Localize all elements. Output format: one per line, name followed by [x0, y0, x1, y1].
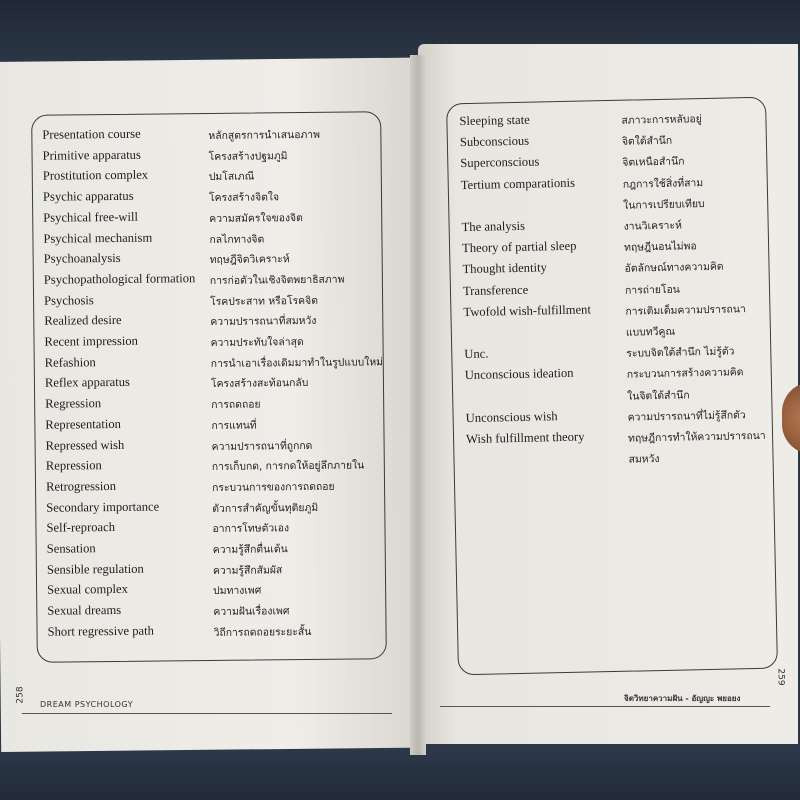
glossary-term: Realized desire [44, 313, 122, 329]
glossary-definition: กฎการใช้สิ่งที่สาม [622, 176, 704, 191]
glossary-term: Representation [45, 416, 121, 432]
running-title-right: จิตวิทยาความฝัน - อัญญะ พยอยง [624, 694, 741, 703]
glossary-term: Reflex apparatus [44, 375, 131, 391]
glossary-term: Theory of partial sleep [461, 238, 577, 256]
glossary-term: Short regressive path [47, 623, 154, 639]
glossary-definition: โครงสร้างสะท้อนกลับ [210, 377, 309, 391]
glossary-term: Prostitution complex [42, 168, 149, 184]
glossary-definition: วิถีการถดถอยระยะสั้น [213, 625, 312, 639]
glossary-definition: ทฤษฎีการทำให้ความปรารถนา [627, 429, 766, 445]
glossary-term: Transference [462, 282, 529, 298]
glossary-term: Presentation course [42, 126, 141, 142]
glossary-definition: ความรู้สึกตื่นเต้น [212, 543, 288, 556]
glossary-definition: การถดถอย [211, 398, 261, 412]
glossary-term: Repressed wish [45, 437, 125, 453]
glossary-term: Sleeping state [459, 112, 530, 129]
glossary-definition: แบบทวีคูณ [625, 325, 676, 339]
glossary-term: Psychoanalysis [43, 251, 121, 266]
glossary-term: Wish fulfillment theory [465, 429, 585, 447]
glossary-term: Subconscious [459, 133, 530, 150]
glossary-definition: การก่อตัวในเชิงจิตพยาธิสภาพ [209, 273, 345, 287]
glossary-definition: ปมทางเพศ [213, 584, 262, 598]
glossary-definition: อาการโทษตัวเอง [212, 522, 290, 536]
glossary-definition: อัตลักษณ์ทางความคิด [624, 261, 724, 276]
glossary-definition: ทฤษฎีจิตวิเคราะห์ [209, 253, 290, 267]
footer-rule-right [440, 706, 770, 707]
glossary-definition: ปมโสเภณี [208, 170, 255, 184]
glossary-term: Retrogression [45, 478, 117, 494]
glossary-definition: ความสมัครใจของจิต [209, 211, 303, 225]
glossary-box-right [446, 97, 778, 676]
glossary-definition: การเติมเต็มความปรารถนา [625, 302, 746, 318]
glossary-term: Unconscious ideation [464, 366, 574, 383]
page-number-left: 258 [15, 686, 26, 704]
glossary-term: Recent impression [44, 333, 138, 349]
glossary-definition: ระบบจิตใต้สำนึก ไม่รู้ตัว [626, 345, 735, 360]
glossary-term: Superconscious [460, 154, 540, 171]
glossary-term: Primitive apparatus [42, 147, 141, 163]
glossary-term: Psychical mechanism [43, 230, 153, 246]
glossary-definition: สมหวัง [628, 453, 660, 466]
glossary-definition: การเก็บกด, การกดให้อยู่ลึกภายใน [211, 459, 365, 474]
glossary-box-left [31, 111, 387, 663]
glossary-definition: ทฤษฎีนอนไม่พอ [623, 240, 697, 254]
glossary-definition: ความปรารถนาที่สมหวัง [210, 315, 317, 329]
glossary-term: Repression [45, 458, 102, 473]
glossary-term: Sensation [46, 541, 96, 556]
glossary-definition: โครงสร้างปฐมภูมิ [208, 149, 288, 163]
glossary-term: Tertium comparationis [460, 175, 576, 192]
glossary-definition: โรคประสาท หรือโรคจิต [210, 294, 318, 308]
glossary-term: The analysis [461, 218, 526, 235]
glossary-term: Self-reproach [46, 520, 116, 536]
glossary-term: Sexual complex [47, 582, 128, 598]
glossary-term: Refashion [44, 354, 96, 370]
glossary-definition: หลักสูตรการนำเสนอภาพ [208, 128, 321, 142]
glossary-term: Unconscious wish [465, 408, 558, 425]
glossary-definition: โครงสร้างจิตใจ [208, 191, 280, 205]
glossary-definition: การถ่ายโอน [624, 283, 680, 297]
glossary-definition: กระบวนการสร้างความคิด [626, 366, 744, 382]
glossary-term: Secondary importance [46, 499, 160, 515]
glossary-definition: ตัวการสำคัญขั้นทุติยภูมิ [212, 501, 319, 515]
glossary-definition: จิตใต้สำนึก [621, 134, 673, 148]
glossary-term: Psychopathological formation [43, 271, 196, 287]
glossary-definition: กระบวนการของการถดถอย [211, 480, 335, 494]
glossary-term: Psychical free-will [43, 209, 139, 225]
glossary-definition: ในการเปรียบเทียบ [623, 197, 705, 212]
glossary-definition: จิตเหนือสำนึก [622, 155, 685, 170]
glossary-definition: ความปรารถนาที่ไม่รู้สึกตัว [627, 409, 746, 424]
page-number-right: 259 [775, 668, 786, 686]
glossary-term: Psychic apparatus [42, 188, 134, 204]
glossary-term: Unc. [464, 346, 489, 362]
footer-rule-left [22, 713, 392, 714]
glossary-definition: กลไกทางจิต [209, 232, 265, 246]
glossary-definition: สภาวะการหลับอยู่ [621, 113, 702, 127]
glossary-definition: ความฝันเรื่องเพศ [213, 605, 290, 619]
glossary-term: Psychosis [44, 292, 94, 308]
glossary-term: Sensible regulation [46, 561, 144, 577]
glossary-definition: การนำเอาเรื่องเดิมมาทำในรูปแบบใหม่ [210, 355, 384, 370]
glossary-definition: ความรู้สึกสัมผัส [212, 563, 283, 577]
glossary-definition: ความประทับใจล่าสุด [210, 336, 304, 349]
glossary-definition: ความปรารถนาที่ถูกกด [211, 439, 313, 453]
glossary-term: Sexual dreams [47, 603, 122, 618]
glossary-definition: การแทนที่ [211, 419, 257, 432]
glossary-definition: งานวิเคราะห์ [623, 219, 682, 233]
glossary-term: Regression [45, 396, 102, 411]
glossary-term: Thought identity [462, 260, 547, 277]
book-gutter [410, 55, 426, 755]
running-title-left: DREAM PSYCHOLOGY [40, 700, 134, 709]
glossary-definition: ในจิตใต้สำนึก [627, 388, 690, 403]
glossary-term: Twofold wish-fulfillment [463, 302, 592, 319]
